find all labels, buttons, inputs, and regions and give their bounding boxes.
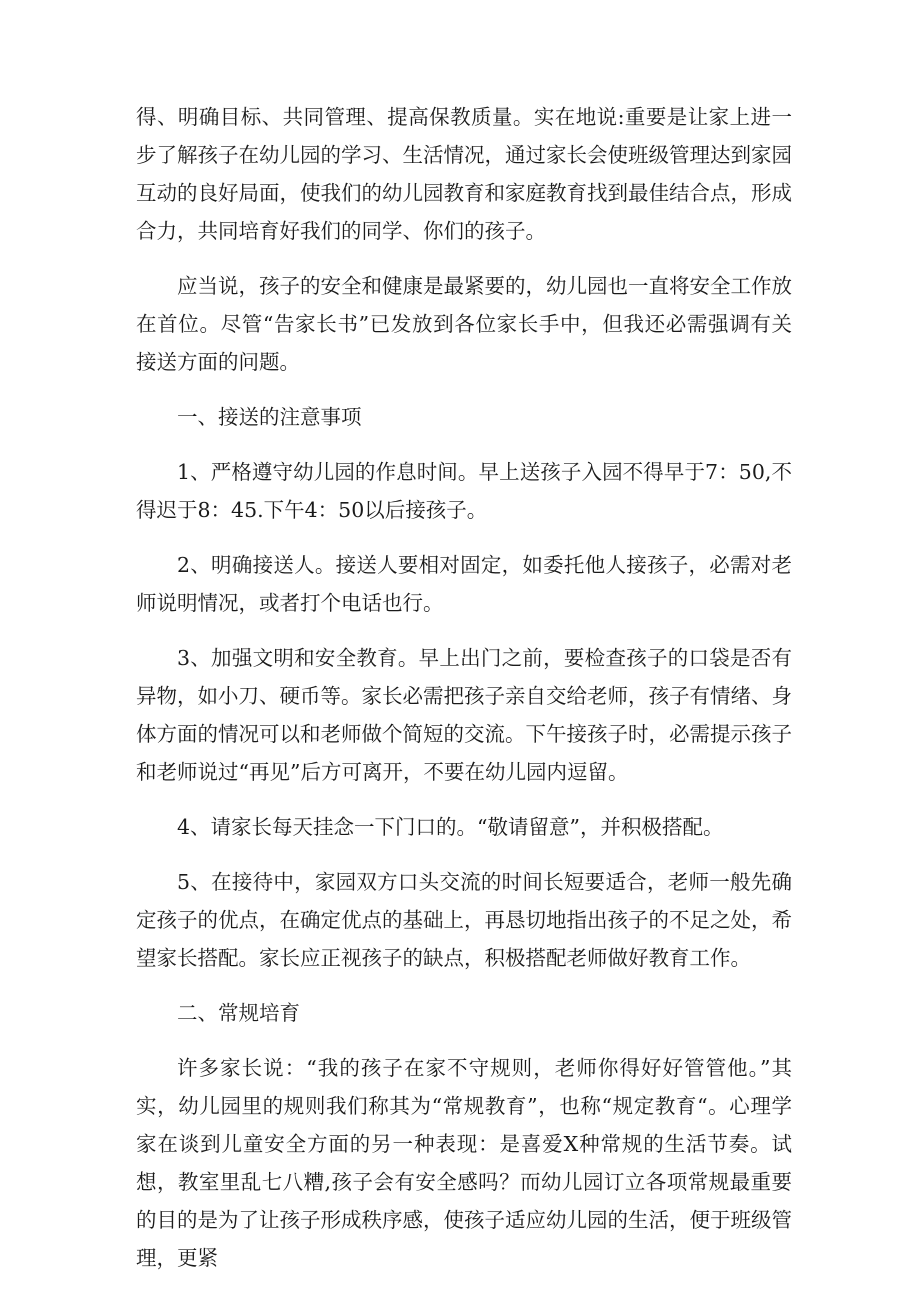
paragraph: 应当说，孩子的安全和健康是最紧要的，幼儿园也一直将安全工作放在首位。尽管“告家长书”已发放到各位家长手中，但我还必需强调有关接送方面的问题。 <box>136 274 792 374</box>
document-body <box>136 98 792 1294</box>
list-item: 3、加强文明和安全教育。早上出门之前，要检查孩子的口袋是否有异物，如小刀、硬币等。家长必需把孩子亲自交给老师，孩子有情绪、身体方面的情况可以和老师做个简短的交流。下午接孩子时，必需提示孩子和老师说过“再见”后方可离开，不要在幼儿园内逗留。 <box>136 646 792 784</box>
list-item: 5、在接待中，家园双方口头交流的时间长短要适合，老师一般先确定孩子的优点，在确定优点的基础上，再恳切地指出孩子的不足之处，希望家长搭配。家长应正视孩子的缺点，积极搭配老师做好教育工作。 <box>136 870 792 970</box>
paragraph: 得、明确目标、共同管理、提高保教质量。实在地说:重要是让家上进一步了解孩子在幼儿园的学习、生活情况，通过家长会使班级管理达到家园互动的良好局面，使我们的幼儿园教育和家庭教育找到最佳结合点，形成合力，共同培育好我们的同学、你们的孩子。 <box>136 105 792 243</box>
list-item: 2、明确接送人。接送人要相对固定，如委托他人接孩子，必需对老师说明情况，或者打个电话也行。 <box>136 553 792 615</box>
list-item: 1、严格遵守幼儿园的作息时间。早上送孩子入园不得早于7：50,不得迟于8：45.下午4：50以后接孩子。 <box>136 460 792 522</box>
paragraph: 许多家长说：“我的孩子在家不守规则，老师你得好好管管他。”其实，幼儿园里的规则我们称其为“常规教育”，也称“规定教育“。心理学家在谈到儿童安全方面的另一种表现：是喜爱X种常规的生活节奏。试想，教室里乱七八糟,孩子会有安全感吗？而幼儿园订立各项常规最重要的目的是为了让孩子形成秩序感，使孩子适应幼儿园的生活，便于班级管理，更紧 <box>136 1056 792 1270</box>
section-heading: 一、接送的注意事项 <box>177 405 362 429</box>
list-item: 4、请家长每天挂念一下门口的。“敬请留意”，并积极搭配。 <box>177 815 724 839</box>
section-heading: 二、常规培育 <box>177 1001 300 1025</box>
